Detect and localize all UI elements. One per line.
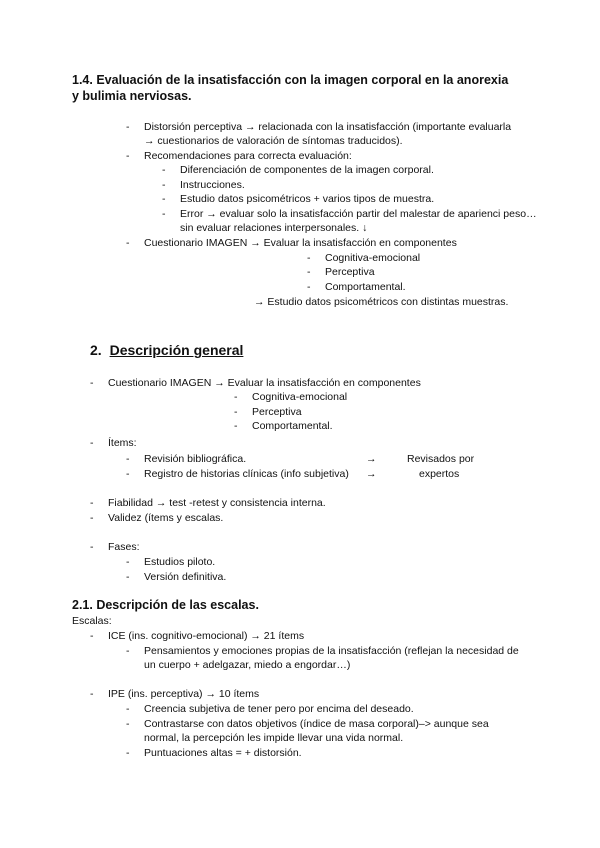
bullet-recomendaciones: Recomendaciones para correcta evaluación: [144, 150, 352, 162]
arrow-right: → [366, 468, 377, 480]
recomendacion-item: Estudio datos psicométricos + varios tipos de muestra. [180, 193, 435, 205]
componente-item: Comportamental. [325, 281, 406, 293]
bullet-dash: - [126, 237, 130, 249]
fases-label: Fases: [108, 541, 140, 553]
componente-item: Cognitiva-emocional [325, 252, 421, 264]
fase-item: Versión definitiva. [144, 571, 227, 583]
sub-bullet-dash: - [126, 718, 130, 730]
bullet-dash: - [126, 121, 130, 133]
item-entry: Registro de historias clínicas (info subjetiva) [144, 468, 349, 480]
bullet-dash: - [90, 512, 94, 524]
section-title: Descripción general [109, 342, 244, 358]
item-entry: Revisión bibliográfica. [144, 453, 247, 465]
sub-bullet-dash: - [162, 179, 166, 191]
escalas-label: Escalas: [72, 615, 112, 627]
estudio-note: → Estudio datos psicométricos con distintas muestras. [254, 296, 509, 308]
bullet-fiabilidad: Fiabilidad → test -retest y consistencia interna. [108, 497, 326, 509]
section-2-heading [90, 342, 243, 358]
bullet-dash: - [90, 437, 94, 449]
sub-bullet-dash: - [234, 391, 238, 403]
componente-item: Cognitiva-emocional [252, 391, 348, 403]
section-number: 2. [90, 342, 102, 358]
bullet-cuestionario: Cuestionario IMAGEN → Evaluar la insatisfacción en componentes [108, 377, 421, 389]
revisados-label: Revisados por [407, 453, 475, 465]
sub-bullet-dash: - [162, 193, 166, 205]
bullet-distorsion: Distorsión perceptiva → relacionada con la insatisfacción (importante evaluarla → cuestionarios de valoración de síntomas traducidos). [144, 121, 512, 147]
section-2-1-heading: 2.1. Descripción de las escalas. [72, 598, 259, 612]
sub-bullet-dash: - [234, 406, 238, 418]
sub-bullet-dash: - [162, 208, 166, 220]
recomendacion-item: Diferenciación de componentes de la imagen corporal. [180, 164, 434, 176]
sub-bullet-dash: - [126, 703, 130, 715]
sub-bullet-dash: - [126, 453, 130, 465]
bullet-dash: - [90, 377, 94, 389]
section-1-4-heading: 1.4. Evaluación de la insatisfacción con la imagen corporal en la anorexia y bulimia nerviosas. [72, 73, 509, 103]
bullet-dash: - [90, 497, 94, 509]
sub-bullet-dash: - [307, 266, 311, 278]
sub-bullet-dash: - [126, 645, 130, 657]
recomendacion-item: Error → evaluar solo la insatisfacción partir del malestar de aparienci peso… sin evaluar relaciones interpersonales. ↓ [180, 208, 537, 234]
bullet-dash: - [90, 541, 94, 553]
bullet-dash: - [126, 150, 130, 162]
bullet-validez: Validez (ítems y escalas. [108, 512, 224, 524]
ipe-item: Puntuaciones altas = + distorsión. [144, 747, 302, 759]
bullet-dash: - [90, 630, 94, 642]
revisados-label: expertos [419, 468, 460, 480]
sub-bullet-dash: - [126, 747, 130, 759]
bullet-dash: - [90, 688, 94, 700]
sub-bullet-dash: - [162, 164, 166, 176]
sub-bullet-dash: - [126, 468, 130, 480]
ipe-item: Creencia subjetiva de tener pero por encima del deseado. [144, 703, 414, 715]
fase-item: Estudios piloto. [144, 556, 216, 568]
sub-bullet-dash: - [234, 420, 238, 432]
ipe-item: Contrastarse con datos objetivos (índice de masa corporal)–> aunque sea normal, la percepción les impide llevar una vida normal. [144, 718, 489, 744]
sub-bullet-dash: - [307, 281, 311, 293]
bullet-ice: ICE (ins. cognitivo-emocional) → 21 ítems [108, 630, 305, 642]
sub-bullet-dash: - [307, 252, 311, 264]
arrow-right: → [366, 453, 377, 465]
recomendacion-item: Instrucciones. [180, 179, 245, 191]
ice-description: Pensamientos y emociones propias de la insatisfacción (reflejan la necesidad de un cuerpo + adelgazar, miedo a engordar…) [144, 645, 519, 671]
componente-item: Perceptiva [325, 266, 375, 278]
componente-item: Perceptiva [252, 406, 302, 418]
bullet-ipe: IPE (ins. perceptiva) → 10 ítems [108, 688, 260, 700]
sub-bullet-dash: - [126, 571, 130, 583]
bullet-cuestionario: Cuestionario IMAGEN → Evaluar la insatisfacción en componentes [144, 237, 457, 249]
items-label: Ítems: [108, 437, 137, 449]
sub-bullet-dash: - [126, 556, 130, 568]
componente-item: Comportamental. [252, 420, 333, 432]
